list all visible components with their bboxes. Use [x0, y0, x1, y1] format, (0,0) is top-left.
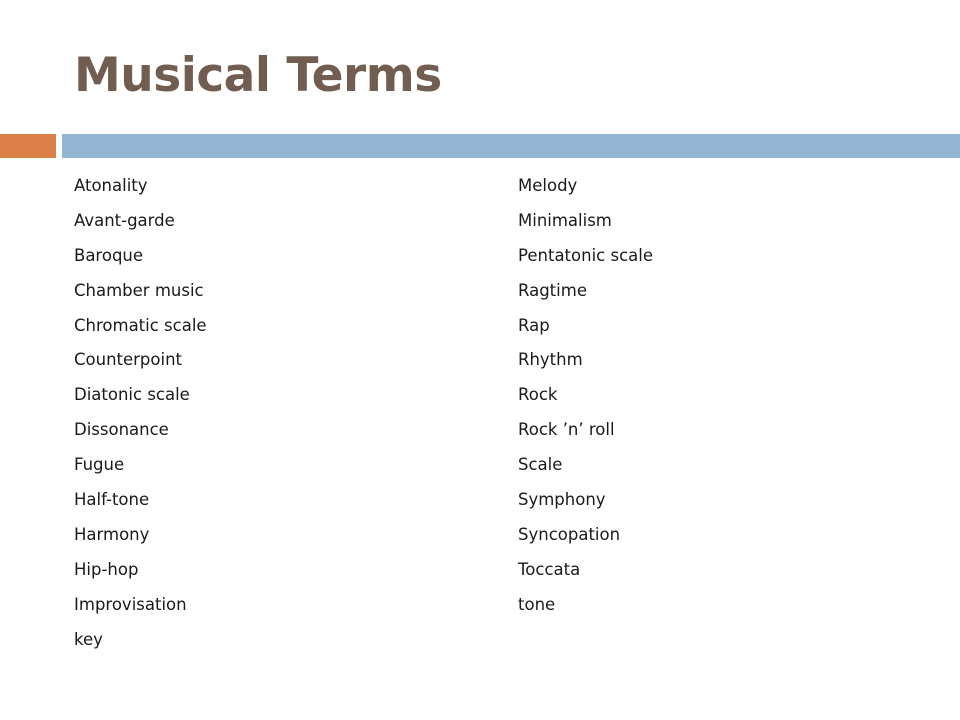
list-item: Atonality	[74, 176, 148, 195]
list-item: Rap	[518, 315, 550, 335]
list-item: Dissonance	[74, 420, 169, 440]
slide-title: Musical Terms	[74, 48, 442, 103]
list-item: Toccata	[518, 559, 581, 579]
list-item: Chamber music	[74, 280, 204, 300]
accent-bar-blue	[62, 134, 960, 158]
list-item: Syncopation	[518, 524, 621, 544]
list-item: Rock ’n’ roll	[518, 420, 615, 440]
list-item: Improvisation	[74, 594, 187, 614]
list-item: Hip-hop	[74, 559, 139, 579]
list-item: Melody	[518, 176, 578, 195]
terms-column-right	[518, 169, 653, 623]
list-item: Harmony	[74, 524, 150, 544]
list-item: Counterpoint	[74, 350, 183, 370]
list-item: Baroque	[74, 245, 144, 265]
list-item: Diatonic scale	[74, 385, 190, 405]
list-item: Half-tone	[74, 490, 150, 510]
list-item: Fugue	[74, 455, 125, 475]
list-item: Minimalism	[518, 210, 612, 230]
list-item: key	[74, 629, 103, 649]
list-item: Scale	[518, 455, 563, 475]
list-item: Chromatic scale	[74, 315, 207, 335]
accent-bar-orange	[0, 134, 56, 158]
list-item: Symphony	[518, 490, 606, 510]
list-item: tone	[518, 594, 556, 614]
list-item: Rhythm	[518, 350, 583, 370]
list-item: Pentatonic scale	[518, 245, 653, 265]
list-item: Avant-garde	[74, 210, 175, 230]
list-item: Rock	[518, 385, 558, 405]
terms-column-left	[74, 169, 207, 657]
list-item: Ragtime	[518, 280, 587, 300]
